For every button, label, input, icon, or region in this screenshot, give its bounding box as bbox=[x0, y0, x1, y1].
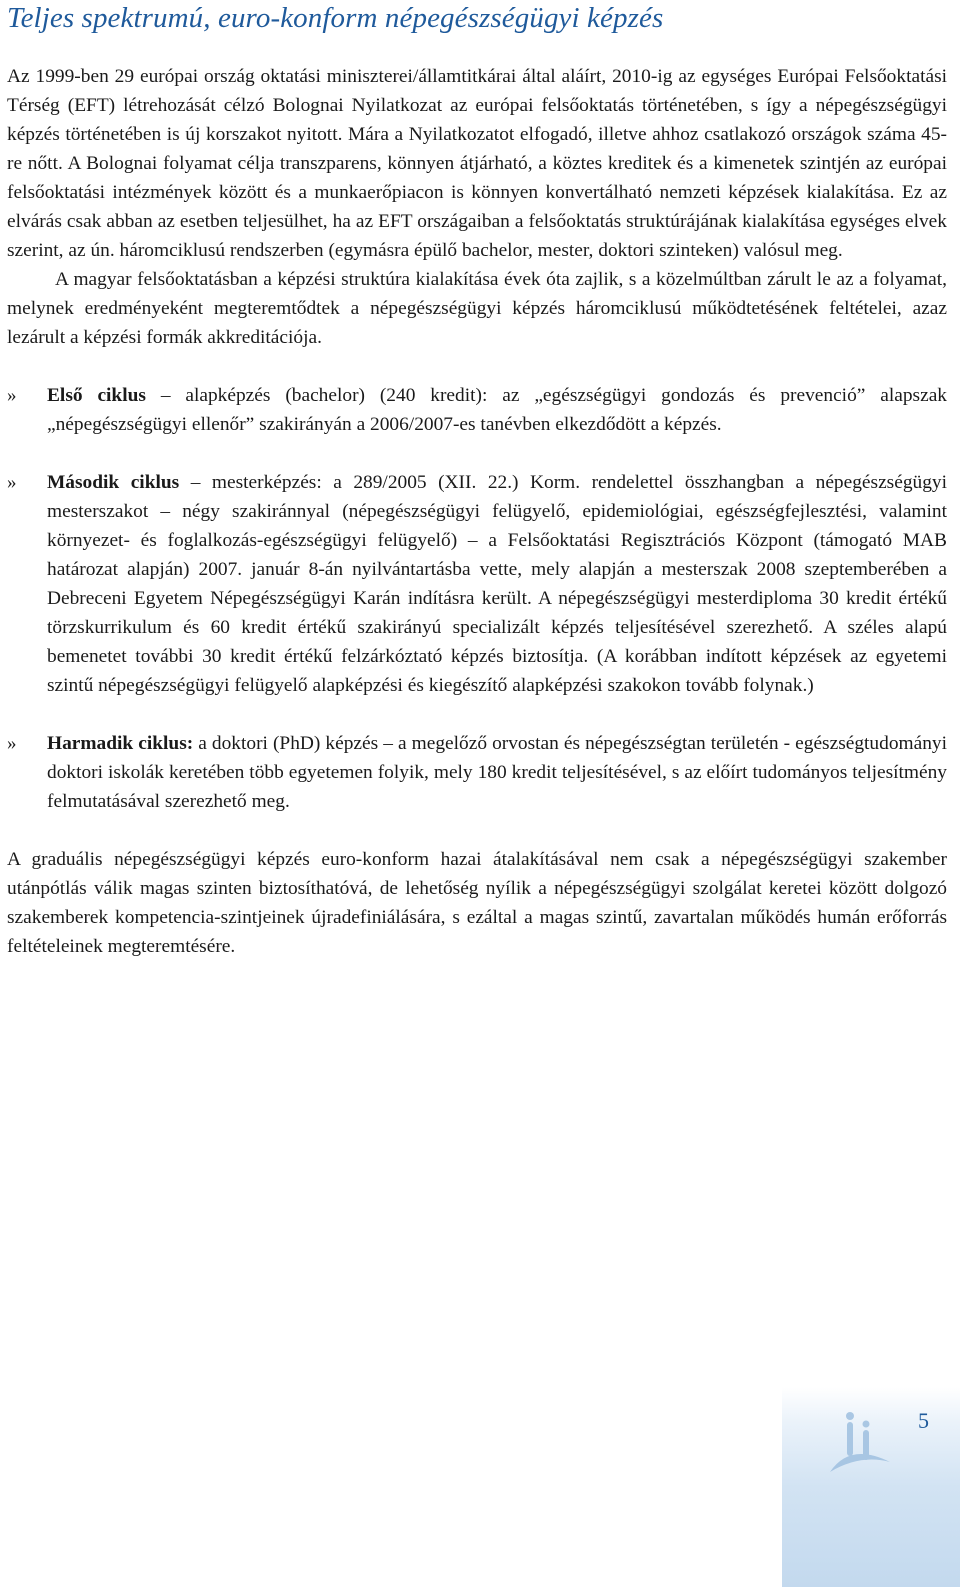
bullet-text: – alapképzés (bachelor) (240 kredit): az „egészségügyi gondozás és prevenció” alapszak „népegészségügyi ellenőr” szakirányán a 2006/2007-es tanévben elkezdődött a képzés. bbox=[47, 385, 947, 435]
page-title: Teljes spektrumú, euro-konform népegészségügyi képzés bbox=[7, 2, 664, 34]
body-text bbox=[7, 62, 947, 961]
bullet-marker: » bbox=[7, 385, 17, 406]
bullet-text: a doktori (PhD) képzés – a megelőző orvostan és népegészségtan területén - egészségtudományi doktori iskolák keretében több egyetemen folyik, mely 180 kredit teljesítésével, s az előírt tudományos teljesítmény felmutatásával szerezhető meg. bbox=[47, 733, 947, 812]
bullet-heading: Második ciklus bbox=[47, 472, 180, 493]
bullet-marker: » bbox=[7, 733, 17, 754]
bullet-second-cycle bbox=[7, 468, 947, 700]
bullet-text: – mesterképzés: a 289/2005 (XII. 22.) Korm. rendelettel összhangban a népegészségügyi mesterszakot – négy szakiránnyal (népegészségügyi felügyelő, epidemiológiai, egészségfejlesztési, valamint környezet- és foglalkozás-egészségügyi felügyelő) – a Felsőoktatási Regisztrációs Központ (támogató MAB határozat alapján) 2007. január 8-án nyilvántartásba vette, mely alapján a mesterszak 2008 szeptemberében a Debreceni Egyetem Népegészségügyi Karán indításra került. A népegészségügyi mesterdiploma 30 kredit értékű törzskurrikulum és 60 kredit értékű szakirányú specializált képzés teljesítésével szerezhető. A széles alapú bemenetet további 30 kredit értékű felzárkóztató képzés biztosítja. (A korábban indított képzések az egyetemi szintű népegészségügyi felügyelő alapképzési és kiegészítő alapképzési szakokon tovább folynak.) bbox=[47, 472, 948, 696]
second-paragraph: A magyar felsőoktatásban a képzési struktúra kialakítása évek óta zajlik, s a közelmúltban zárult le az a folyamat, melynek eredményeként megteremtődtek a népegészségügyi képzés háromciklusú működtetésének feltételei, azaz lezárult a képzési formák akkreditációja. bbox=[7, 269, 947, 348]
bullet-marker: » bbox=[7, 472, 17, 493]
bullet-heading: Első ciklus bbox=[47, 385, 146, 406]
bullet-first-cycle bbox=[7, 381, 947, 439]
intro-paragraph: Az 1999-ben 29 európai ország oktatási miniszterei/államtitkárai által aláírt, 2010-ig az egységes Európai Felsőoktatási Térség (EFT) létrehozását célzó Bolognai Nyilatkozat az európai felsőoktatás történetében, s így a népegészségügyi képzés történetében is új korszakot nyitott. Mára a Nyilatkozatot elfogadó, illetve ahhoz csatlakozó országok száma 45-re nőtt. A Bolognai folyamat célja transzparens, könnyen átjárható, a köztes kreditek és a kimenetek szintjén az európai felsőoktatási intézmények között és a munkaerőpiacon is könnyen konvertálható nemzeti képzések kialakítása. Ez az elvárás csak abban az esetben teljesülhet, ha az EFT országaiban a felsőoktatás struktúrájának kialakítása egységes elvek szerint, az ún. háromciklusú rendszerben (egymásra épülő bachelor, mester, doktori szinteken) valósul meg. bbox=[7, 66, 947, 261]
page-number: 5 bbox=[918, 1408, 929, 1433]
bullet-third-cycle bbox=[7, 729, 947, 816]
closing-paragraph: A graduális népegészségügyi képzés euro-konform hazai átalakításával nem csak a népegészségügyi szakember utánpótlás válik magas szinten biztosíthatóvá, de lehetőség nyílik a népegészségügyi szolgálat keretei között dolgozó szakemberek kompetencia-szintjeinek újradefiniálására, s ezáltal a magas szintű, zavartalan működés humán erőforrás feltételeinek megteremtésére. bbox=[7, 849, 947, 957]
bullet-heading: Harmadik ciklus: bbox=[47, 733, 194, 754]
figures-logo-icon bbox=[820, 1402, 900, 1492]
